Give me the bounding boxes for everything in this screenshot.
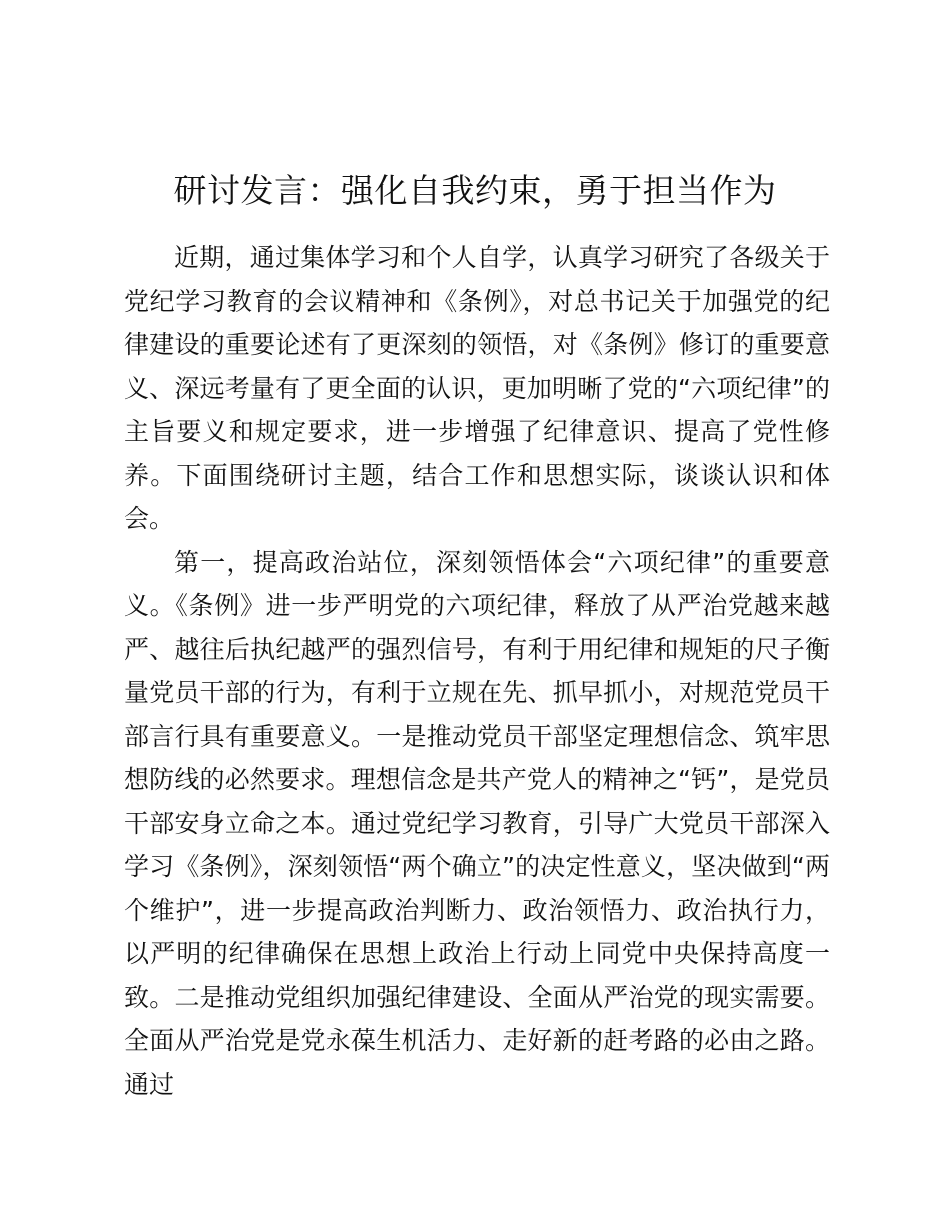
paragraph-first-point: 第一，提高政治站位，深刻领悟体会“六项纪律”的重要意义。《条例》进一步严明党的六项纪律，释放了从严治党越来越严、越往后执纪越严的强烈信号，有利于用纪律和规矩的尺子衡量党员干部的行为，有利于立规在先、抓早抓小，对规范党员干部言行具有重要意义。一是推动党员干部坚定理想信念、筑牢思想防线的必然要求。理想信念是共产党人的精神之“钙”，是党员干部安身立命之本。通过党纪学习教育，引导广大党员干部深入学习《条例》，深刻领悟“两个确立”的决定性意义，坚决做到“两个维护”，进一步提高政治判断力、政治领悟力、政治执行力，以严明的纪律确保在思想上政治上行动上同党中央保持高度一致。二是推动党组织加强纪律建设、全面从严治党的现实需要。全面从严治党是党永葆生机活力、走好新的赶考路的必由之路。通过 — [124, 547, 830, 1099]
paragraph-intro: 近期，通过集体学习和个人自学，认真学习研究了各级关于党纪学习教育的会议精神和《条例》，对总书记关于加强党的纪律建设的重要论述有了更深刻的领悟，对《条例》修订的重要意义、深远考量有了更全面的认识，更加明晰了党的“六项纪律”的主旨要义和规定要求，进一步增强了纪律意识、提高了党性修养。下面围绕研讨主题，结合工作和思想实际，谈谈认识和体会。 — [124, 243, 830, 533]
document-body — [124, 236, 830, 1106]
document-title: 研讨发言：强化自我约束，勇于担当作为 — [173, 171, 777, 210]
